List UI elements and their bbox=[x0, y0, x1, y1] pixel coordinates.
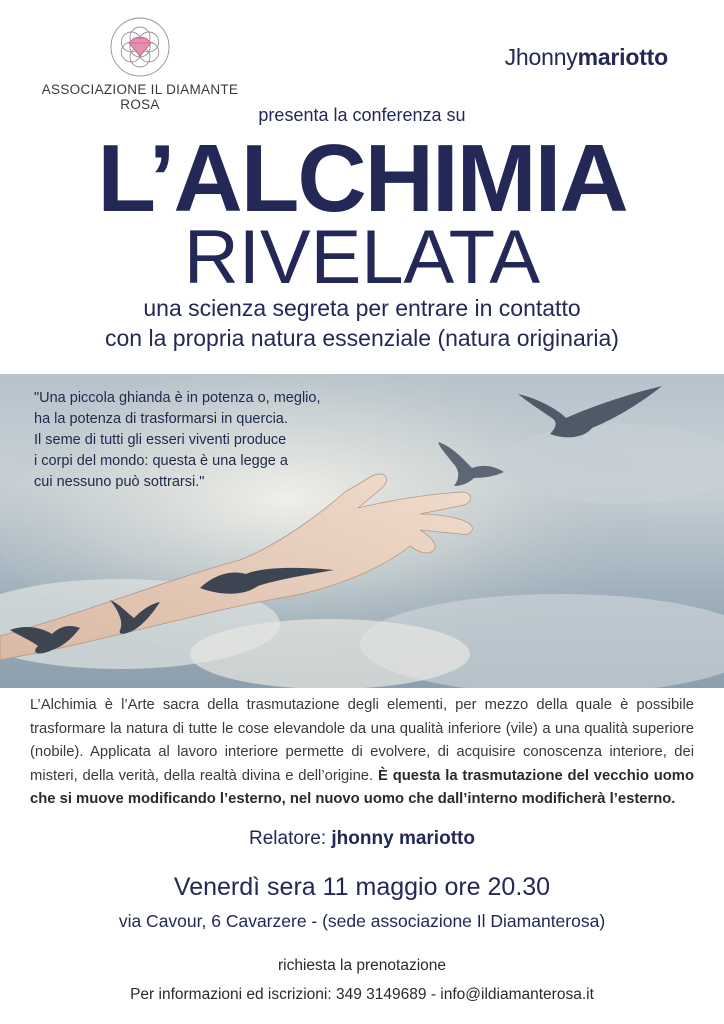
quote-line: ha la potenza di trasformarsi in quercia. bbox=[34, 411, 288, 427]
speaker-name: jhonny mariotto bbox=[331, 828, 475, 849]
hero-photo bbox=[0, 374, 724, 688]
association-logo bbox=[30, 16, 250, 112]
event-address: via Cavour, 6 Cavarzere - (sede associazione Il Diamanterosa) bbox=[118, 911, 606, 931]
intro-text: presenta la conferenza su bbox=[258, 105, 466, 125]
contact-separator: - bbox=[430, 986, 436, 1003]
contact-label: Per informazioni ed iscrizioni: bbox=[130, 986, 332, 1003]
contact-info bbox=[0, 986, 724, 1004]
description-regular: L’Alchimia è l’Arte sacra della trasmutazione degli elementi, per mezzo della quale è possibile trasformare la natura di tutte le cose elevandole da una qualità inferiore (vile) a una qualità superiore (nobile). Applicata al lavoro interiore permette di evolvere, di acquisire conoscenza interiore, dei misteri, della verità, della realtà divina e dell’origine. bbox=[30, 697, 694, 784]
booking-note: richiesta la prenotazione bbox=[277, 957, 447, 974]
author-name bbox=[505, 44, 668, 71]
subtitle-line-2: con la propria natura essenziale (natura originaria) bbox=[105, 325, 619, 351]
quote-line: i corpi del mondo: questa è una legge a bbox=[34, 453, 288, 469]
description bbox=[30, 694, 694, 812]
event-date: Venerdì sera 11 maggio ore 20.30 bbox=[173, 873, 551, 901]
description-bold: È questa la trasmutazione del vecchio uomo che si muove modificando l’esterno, nel nuovo uomo che dall’interno modificherà l’esterno. bbox=[30, 767, 694, 807]
subtitle-line-1: una scienza segreta per entrare in contatto bbox=[143, 295, 581, 321]
flower-of-life-diamond-icon bbox=[109, 16, 171, 78]
association-name: ASSOCIAZIONE IL DIAMANTE ROSA bbox=[41, 82, 239, 112]
quote-line: Il seme di tutti gli esseri viventi produce bbox=[34, 432, 287, 448]
author-last-name: mariotto bbox=[577, 44, 668, 70]
quote-line: "Una piccola ghianda è in potenza o, meglio, bbox=[34, 390, 321, 406]
speaker-label: Relatore: bbox=[249, 828, 327, 849]
speaker bbox=[0, 828, 724, 850]
contact-email[interactable]: info@ildiamanterosa.it bbox=[440, 986, 594, 1003]
subtitle bbox=[0, 293, 724, 353]
author-first-name: Jhonny bbox=[504, 44, 578, 70]
title-line-1: L’ALCHIMIA bbox=[97, 125, 627, 232]
title-line-2: RIVELATA bbox=[183, 215, 541, 300]
contact-phone: 349 3149689 bbox=[335, 986, 427, 1003]
quote-block bbox=[34, 388, 354, 493]
quote-line: cui nessuno può sottrarsi." bbox=[34, 474, 205, 490]
cloud bbox=[190, 619, 470, 688]
